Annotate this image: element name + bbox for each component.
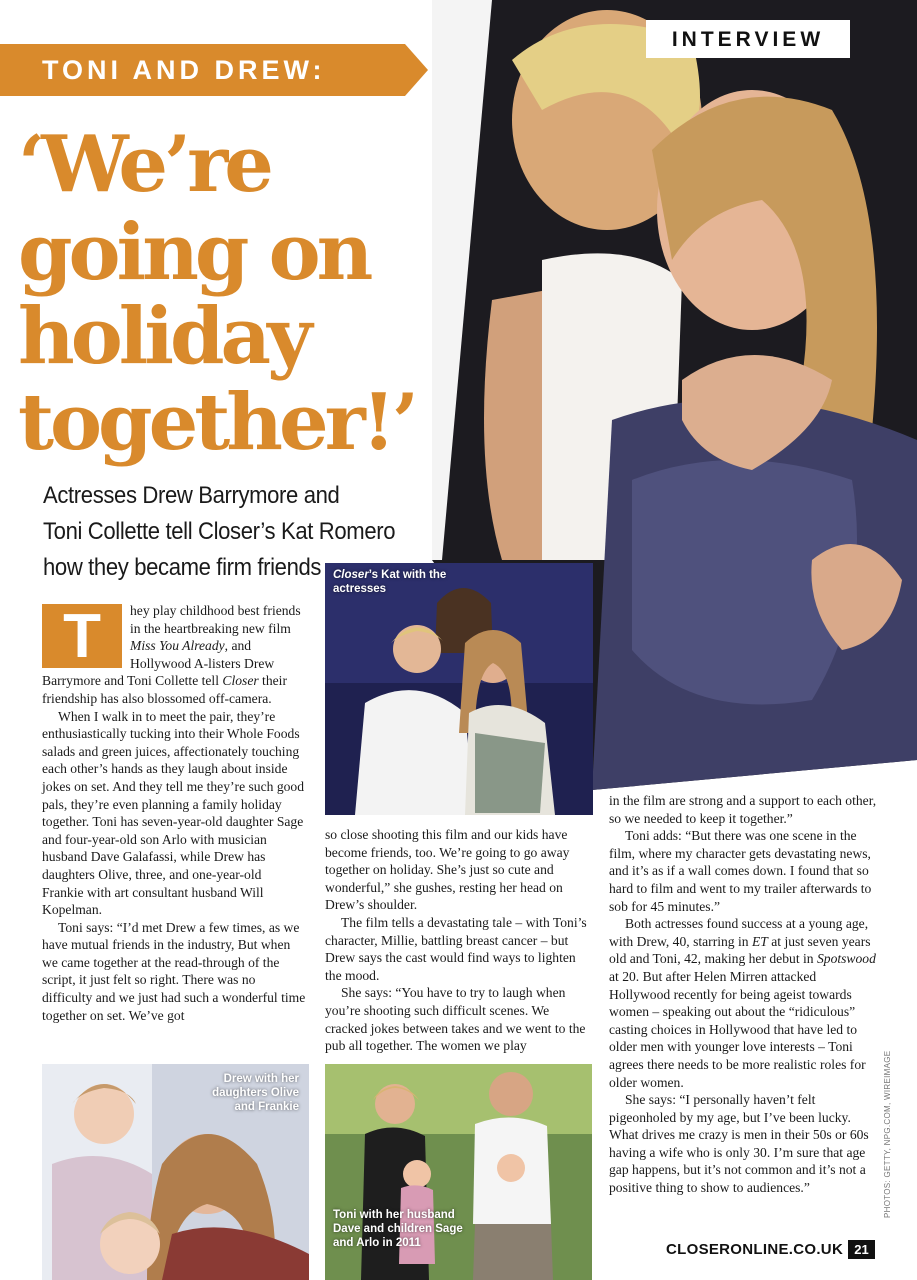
standfirst-line-1: Actresses Drew Barrymore and xyxy=(43,482,340,509)
col3-paragraph-1: in the film are strong and a support to each other, so we needed to keep it together.” xyxy=(609,793,877,826)
headline-line-4: together!’ xyxy=(18,377,416,468)
col2-paragraph-1: so close shooting this film and our kids have become friends, too. We’re going to go away together on holiday. She’s just so cute and wonderful,” she gushes, resting her head on Drew’s shoulder. xyxy=(325,827,570,913)
drew-photo-caption: Drew with her daughters Olive and Frankie xyxy=(212,1073,299,1113)
banner-title: TONI AND DREW: xyxy=(42,55,326,85)
col1-paragraph-1: hey play childhood best friends in the heartbreaking new film Miss You Already, and Hollywood A-listers Drew Barrymore and Toni Collette tell Closer their friendship has also blossomed off-camera. xyxy=(42,603,301,706)
col2-paragraph-3: She says: “You have to try to laugh when you’re shooting such difficult scenes. We cracked jokes between takes and we went to the pub all together. The women we play xyxy=(325,985,586,1054)
col3-paragraph-3: Both actresses found success at a young age, with Drew, 40, starring in ET at just seven years old and Toni, 42, making her debut in Spotswood at 20. But after Helen Mirren attacked Hollywood recently for being ageist towards women – speaking out about the “ridiculous” casting choices in Hollywood that have led to older men with younger love interests – Toni agrees there needs to be more realistic roles for older women. xyxy=(609,916,876,1090)
photo-credit: PHOTOS: GETTY, NPG.COM, WIREIMAGE xyxy=(883,1050,892,1218)
standfirst-line-2: Toni Collette tell Closer’s Kat Romero xyxy=(43,518,396,545)
headline-line-1: ‘We’re xyxy=(18,119,270,210)
col2-paragraph-2: The film tells a devastating tale – with Toni’s character, Millie, battling breast cancer – but Drew says the cast would find ways to lighten the mood. xyxy=(325,914,587,983)
toni-photo-caption: Toni with her husband Dave and children Sage and Arlo in 2011 xyxy=(333,1209,463,1249)
col3-paragraph-2: Toni adds: “But there was one scene in the film, where my character gets devastating news, and it’s as if a wall comes down. I found that so hard to film and went to my trailer afterwards to sob for 45 minutes.” xyxy=(609,828,872,914)
page-number: 21 xyxy=(848,1240,875,1259)
drop-cap-spacer xyxy=(42,602,130,672)
column-1 xyxy=(42,602,306,1062)
drop-cap: T xyxy=(42,604,122,668)
headline-line-3: holiday xyxy=(18,291,309,382)
col3-paragraph-4: She says: “I personally haven’t felt pigeonholed by my age, but I’ve been lucky. What drives me crazy is men in their 50s or 60s having a wife who is only 30. I’m sure that age gap happens, but it’s not common and it’s not a positive thing to show to audiences.” xyxy=(609,1092,869,1196)
footer-url[interactable]: CLOSERONLINE.CO.UK xyxy=(666,1241,844,1258)
col1-paragraph-3: Toni says: “I’d met Drew a few times, as we have mutual friends in the industry, But when we came together at the read-through of the script, it just felt so right. There was no difficulty and we just had such a wonderful time together on set. We’ve got xyxy=(42,919,306,1023)
col1-paragraph-2: When I walk in to meet the pair, they’re enthusiastically tucking into their Whole Foods salads and green juices, affectionately touching each other’s hands as they laugh about inside jokes on set. And they tell me they’re such good pals, they’re even planning a family holiday together. Toni has seven-year-old daughter Sage and four-year-old son Arlo with musician husband Dave Galafassi, while Drew has daughters Olive, three, and one-year-old Frankie with art consultant husband Will Kopelman. xyxy=(42,708,305,918)
headline-line-2: going on xyxy=(18,207,370,298)
kat-photo xyxy=(325,563,593,815)
section-tag: INTERVIEW xyxy=(646,20,850,58)
kat-photo-caption: Closer’s Kat with the actresses xyxy=(333,569,447,595)
column-3 xyxy=(609,792,877,1232)
standfirst-line-3: how they became firm friends xyxy=(43,554,322,581)
column-2 xyxy=(325,826,591,1056)
